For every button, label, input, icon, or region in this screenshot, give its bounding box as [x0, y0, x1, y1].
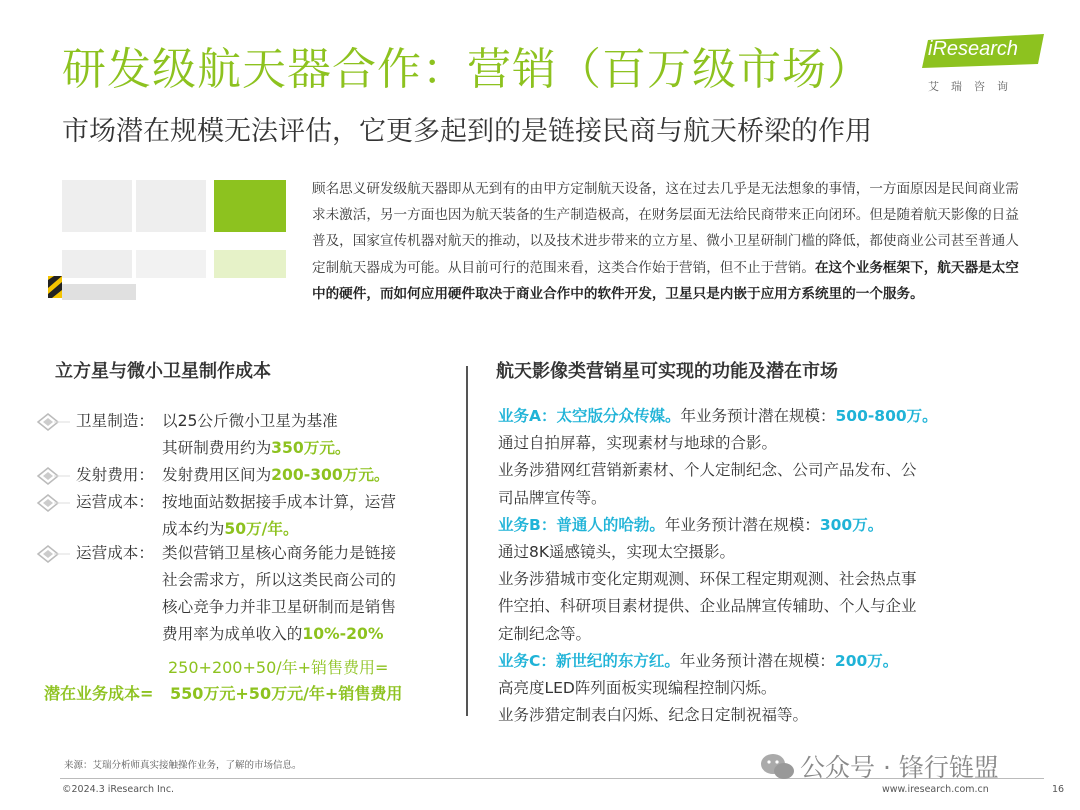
cost-formula-line2: 550万元+50万元/年+销售费用: [170, 684, 403, 703]
cost-formula-line1: 250+200+50/年+销售费用=: [168, 658, 389, 677]
decorative-illustration: [44, 180, 304, 310]
copyright-text: ©2024.3 iResearch Inc.: [62, 784, 175, 795]
cost-highlight: 200-300万元。: [271, 466, 390, 484]
cost-item-line: 社会需求方，所以这类民商公司的: [162, 571, 396, 589]
intro-bold-text: 在这个业务框架下，航天器是太空中的硬件，而如何应用硬件取决于商业合作中的软件开发，卫星只是内嵌于应用方系统里的一个服务。: [312, 259, 1019, 302]
cost-item-label: 运营成本：: [76, 544, 154, 562]
watermark-text: 公众号 · 锋行链盟: [800, 753, 999, 782]
business-list: [498, 403, 998, 729]
cost-highlight: 10%-20%: [302, 625, 384, 643]
page-subtitle: 市场潜在规模无法评估，它更多起到的是链接民商与航天桥梁的作用: [62, 116, 872, 147]
cost-item-line: 其研制费用约为: [162, 439, 272, 457]
intro-paragraph: [312, 176, 1024, 307]
intro-plain-text: 顾名思义研发级航天器即从无到有的由甲方定制航天设备，这在过去几乎是无法想象的事情，一方面原因是民间商业需求未激活，另一方面也因为航天装备的生产制造极高，在财务层面无法给民商带来正向闭环。但是随着航天影像的日益普及，国家宣传机器对航天的推动，以及技术进步带来的立方星、微小卫星研制门槛的降低，都使商业公司甚至普通人定制航天器成为可能。从目前可行的范围来看，这类合作始于营销，但不止于营销。: [312, 181, 1019, 276]
business-scale-label: 年业务预计潜在规模：: [679, 651, 835, 670]
business-name: 业务A：太空版分众传媒。: [498, 407, 681, 425]
logo-brand-text: iResearch: [928, 38, 1019, 60]
business-line: 件空拍、科研项目素材提供、企业品牌宣传辅助、个人与企业: [498, 597, 917, 616]
business-name: 业务B：普通人的哈勃。: [498, 515, 665, 534]
cost-section-heading: 立方星与微小卫星制作成本: [55, 361, 271, 382]
cost-item-line: 成本约为: [162, 520, 225, 538]
diamond-bullet-icon: [36, 412, 70, 432]
cost-item-label: 发射费用：: [76, 466, 154, 484]
business-name: 业务C：新世纪的东方红。: [498, 651, 680, 670]
hazard-stripe-icon: [48, 276, 62, 298]
business-b-title-row: [498, 512, 998, 539]
cost-highlight: 50万/年。: [224, 520, 299, 538]
business-line: 通过8K遥感镜头，实现太空摄影。: [498, 543, 736, 562]
cost-item-line: 类似营销卫星核心商务能力是链接: [162, 544, 396, 562]
page-number: 16: [1052, 784, 1065, 795]
diamond-bullet-icon: [36, 544, 70, 564]
cost-item-line: 按地面站数据接手成本计算，运营: [162, 493, 396, 511]
cost-highlight: 350万元。: [271, 439, 351, 457]
business-line: 业务涉猎网红营销新素材、个人定制纪念、公司产品发布、公: [498, 461, 917, 480]
logo-sub-text: 艾瑞咨询: [928, 80, 1020, 93]
business-line: 司品牌宣传等。: [498, 488, 607, 507]
cost-formula-label: 潜在业务成本=: [44, 684, 154, 703]
business-scale-label: 年业务预计潜在规模：: [680, 407, 836, 425]
diamond-bullet-icon: [36, 466, 70, 486]
source-note: 来源：艾瑞分析师真实接触操作业务，了解的市场信息。: [64, 760, 302, 771]
wechat-icon: [760, 752, 796, 782]
page-title: 研发级航天器合作：营销（百万级市场）: [62, 44, 872, 95]
business-scale-value: 200万。: [834, 651, 899, 670]
cost-item-line: 以25公斤微小卫星为基准: [162, 412, 338, 430]
business-line: 业务涉猎定制表白闪烁、纪念日定制祝福等。: [498, 706, 809, 725]
iresearch-logo: [922, 34, 1052, 94]
diamond-bullet-icon: [36, 493, 70, 513]
cost-item-label: 运营成本：: [76, 493, 154, 511]
business-a-title-row: [498, 403, 998, 430]
business-scale-value: 500-800万。: [835, 407, 938, 425]
cost-item-line: 费用率为成单收入的: [162, 625, 303, 643]
cost-item-line: 核心竞争力并非卫星研制而是销售: [162, 598, 396, 616]
business-line: 高亮度LED阵列面板实现编程控制闪烁。: [498, 679, 777, 698]
business-line: 业务涉猎城市变化定期观测、环保工程定期观测、社会热点事: [498, 570, 917, 589]
business-scale-label: 年业务预计潜在规模：: [664, 515, 820, 534]
business-c-title-row: [498, 648, 998, 675]
website-link[interactable]: www.iresearch.com.cn: [882, 784, 989, 795]
business-line: 通过自拍屏幕，实现素材与地球的合影。: [498, 434, 778, 453]
cost-item-label: 卫星制造：: [76, 412, 154, 430]
cost-item-line: 发射费用区间为: [162, 466, 272, 484]
business-line: 定制纪念等。: [498, 624, 592, 643]
business-scale-value: 300万。: [819, 515, 884, 534]
market-section-heading: 航天影像类营销星可实现的功能及潜在市场: [496, 361, 838, 382]
